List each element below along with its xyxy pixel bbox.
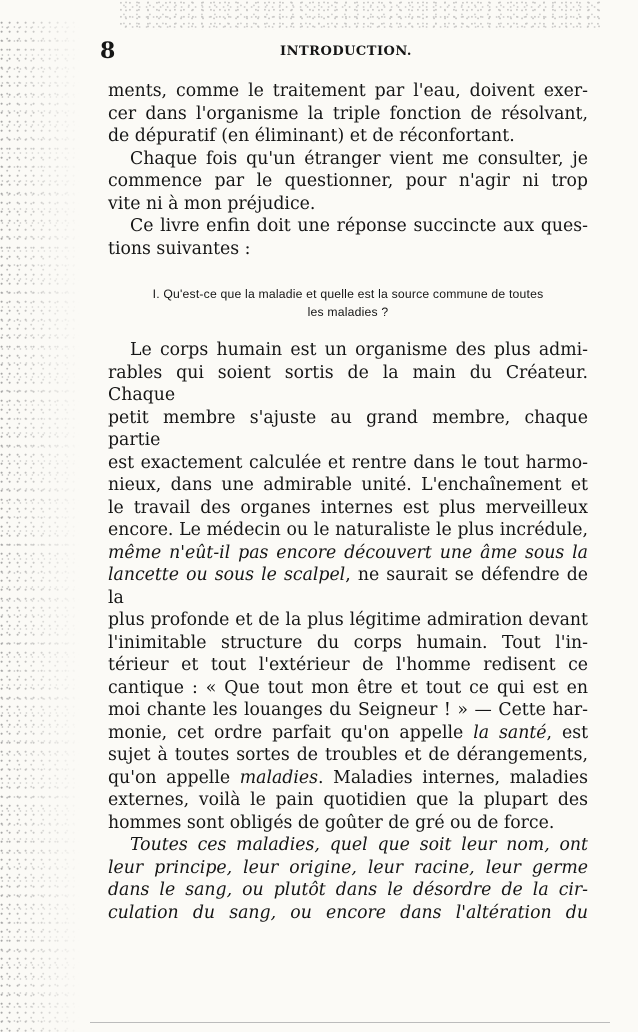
text-line bbox=[108, 767, 588, 790]
page-header bbox=[100, 38, 592, 64]
paragraph-questions-intro bbox=[108, 215, 588, 260]
text-line: Chaque fois qu'un étranger vient me consulter, je bbox=[130, 148, 588, 169]
italic-phrase: lancette ou sous le scalpel bbox=[108, 565, 346, 585]
text-line bbox=[108, 564, 588, 609]
text-fragment: qu'on appelle bbox=[108, 767, 240, 788]
paragraph-human-body bbox=[108, 339, 588, 834]
text-line: nieux, dans une admirable unité. L'enchaînement et bbox=[108, 475, 588, 495]
body-text bbox=[108, 80, 588, 924]
page-bottom-edge bbox=[90, 1022, 610, 1023]
running-title: INTRODUCTION. bbox=[280, 44, 412, 59]
paragraph-continuation bbox=[108, 80, 588, 148]
italic-text-line: dans le sang, ou plutôt dans le désordre de la cir- bbox=[108, 880, 588, 900]
text-fragment: monie, cet ordre parfait qu'on appelle bbox=[108, 722, 474, 743]
paragraph-consultation bbox=[108, 148, 588, 216]
text-line: commence par le questionner, pour n'agir ni trop bbox=[108, 171, 588, 191]
text-line: vite ni à mon préjudice. bbox=[108, 193, 316, 214]
text-fragment: , est bbox=[546, 722, 589, 743]
text-line: ments, comme le traitement par l'eau, doivent exer- bbox=[108, 81, 588, 101]
text-line: sujet à toutes sortes de troubles et de dérangements, bbox=[108, 745, 588, 765]
text-line: cer dans l'organisme la triple fonction de résolvant, bbox=[108, 103, 588, 124]
paragraph-blood-circulation bbox=[108, 834, 588, 924]
italic-text-line: leur principe, leur origine, leur racine, leur germe bbox=[108, 857, 588, 878]
italic-text-line: culation du sang, ou encore dans l'altération du bbox=[108, 902, 588, 923]
text-line: le travail des organes internes est plus merveilleux bbox=[108, 497, 588, 518]
text-fragment: , ne saurait se défendre de la bbox=[108, 565, 588, 608]
text-line: est exactement calculée et rentre dans le tout harmo- bbox=[108, 452, 588, 473]
page-edge-speckle-top bbox=[120, 0, 600, 30]
text-fragment: . Maladies internes, maladies bbox=[317, 767, 588, 788]
text-line: plus profonde et de la plus légitime admiration devant bbox=[108, 610, 588, 630]
text-line: petit membre s'ajuste au grand membre, chaque partie bbox=[108, 407, 588, 450]
heading-line: les maladies ? bbox=[307, 305, 389, 319]
text-line: hommes sont obligés de goûter de gré ou de force. bbox=[108, 812, 555, 833]
text-line: tions suivantes : bbox=[108, 238, 251, 259]
text-line: Ce livre enfin doit une réponse succincte aux ques- bbox=[130, 216, 588, 236]
text-line: moi chante les louanges du Seigneur ! » — Cette har- bbox=[108, 700, 588, 720]
text-line: l'inimitable structure du corps humain. Tout l'in- bbox=[108, 632, 588, 653]
text-line: de dépuratif (en éliminant) et de réconfortant. bbox=[108, 126, 515, 146]
italic-phrase: maladies bbox=[239, 767, 318, 788]
text-line: térieur et tout l'extérieur de l'homme redisent ce bbox=[108, 655, 588, 675]
text-line bbox=[108, 722, 588, 745]
section-heading bbox=[108, 285, 588, 321]
text-line: Le corps humain est un organisme des plus admi- bbox=[130, 340, 588, 360]
text-line: rables qui soient sortis de la main du Créateur. Chaque bbox=[108, 362, 588, 405]
italic-text-line: Toutes ces maladies, quel que soit leur nom, ont bbox=[130, 835, 588, 855]
page-edge-speckle-left bbox=[0, 20, 80, 1032]
page-number: 8 bbox=[100, 38, 116, 64]
heading-line: I. Qu'est-ce que la maladie et quelle est la source commune de toutes bbox=[152, 287, 544, 301]
text-line: cantique : « Que tout mon être et tout ce qui est en bbox=[108, 677, 588, 698]
text-line: externes, voilà le pain quotidien que la plupart des bbox=[108, 790, 588, 810]
text-line: encore. Le médecin ou le naturaliste le plus incrédule, bbox=[108, 520, 588, 540]
italic-text-line: même n'eût-il pas encore découvert une âme sous la bbox=[108, 542, 588, 563]
italic-phrase: la santé bbox=[473, 722, 547, 743]
